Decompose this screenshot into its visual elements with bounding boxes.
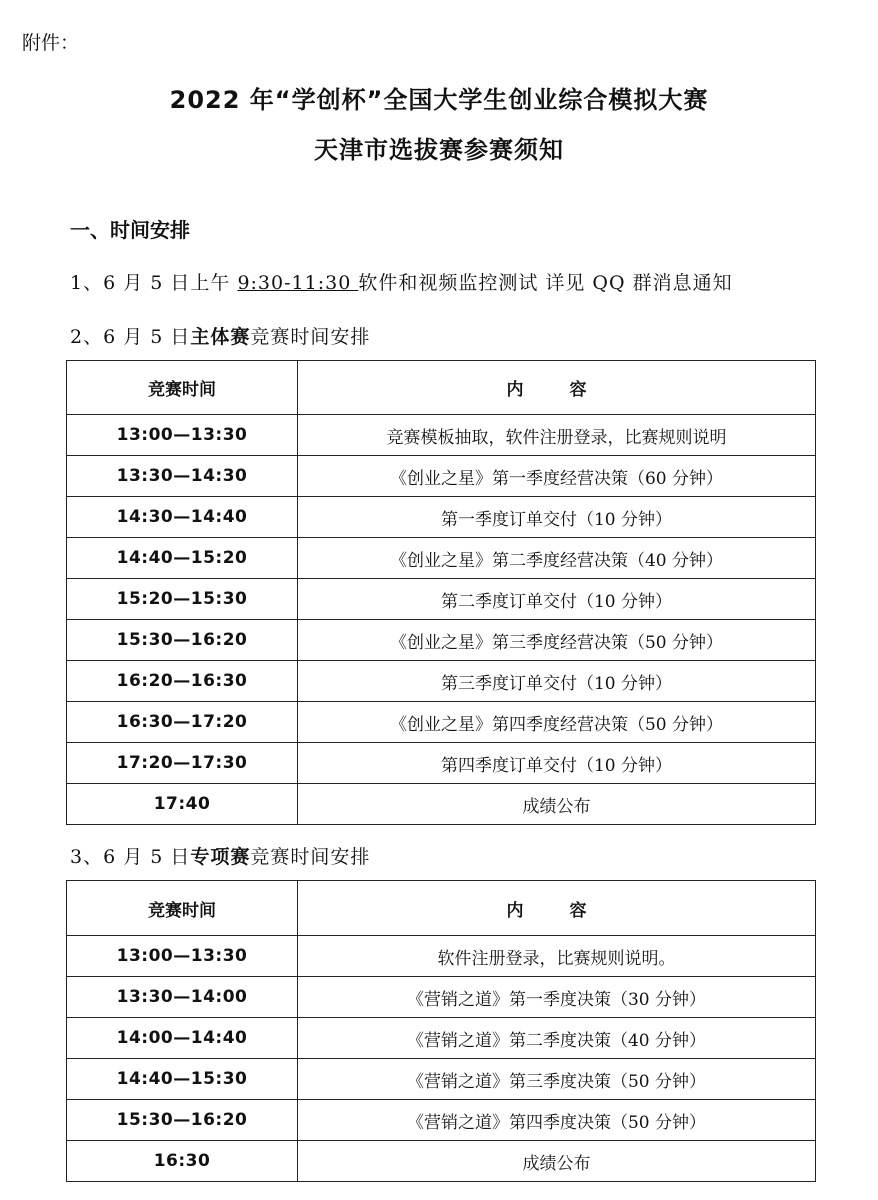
item-main-contest-suffix: 竞赛时间安排 xyxy=(250,326,371,348)
table-row xyxy=(67,579,816,620)
table-row xyxy=(67,1141,816,1182)
section-heading-schedule: 一、时间安排 xyxy=(70,218,190,242)
main-contest-schedule-table xyxy=(66,360,816,825)
table-row xyxy=(67,415,816,456)
table-row xyxy=(67,456,816,497)
time-cell: 14:00—14:40 xyxy=(67,1018,298,1059)
time-cell: 14:40—15:20 xyxy=(67,538,298,579)
content-cell: 《营销之道》第四季度决策（50 分钟） xyxy=(298,1100,816,1141)
item-software-test-prefix: 1、6 月 5 日上午 xyxy=(70,272,238,294)
time-cell: 15:20—15:30 xyxy=(67,579,298,620)
content-cell: 第一季度订单交付（10 分钟） xyxy=(298,497,816,538)
time-cell: 16:20—16:30 xyxy=(67,661,298,702)
item-special-contest-bold: 专项赛 xyxy=(190,846,251,868)
document-title-line2: 天津市选拔赛参赛须知 xyxy=(314,136,564,164)
document-title-line1: 2022 年“学创杯”全国大学生创业综合模拟大赛 xyxy=(169,86,709,114)
table-row xyxy=(67,784,816,825)
table-row xyxy=(67,1018,816,1059)
content-cell: 《创业之星》第四季度经营决策（50 分钟） xyxy=(298,702,816,743)
table-header-row xyxy=(67,881,816,936)
content-cell: 《创业之星》第一季度经营决策（60 分钟） xyxy=(298,456,816,497)
table-row xyxy=(67,977,816,1018)
table-row xyxy=(67,743,816,784)
item-main-contest-heading xyxy=(70,322,370,349)
time-cell: 16:30 xyxy=(67,1141,298,1182)
table-row xyxy=(67,620,816,661)
time-cell: 17:40 xyxy=(67,784,298,825)
content-cell: 成绩公布 xyxy=(298,784,816,825)
content-cell: 《营销之道》第三季度决策（50 分钟） xyxy=(298,1059,816,1100)
column-header-time: 竞赛时间 xyxy=(67,361,298,415)
table-row xyxy=(67,702,816,743)
time-cell: 15:30—16:20 xyxy=(67,1100,298,1141)
time-cell: 15:30—16:20 xyxy=(67,620,298,661)
content-cell: 《营销之道》第一季度决策（30 分钟） xyxy=(298,977,816,1018)
content-cell: 第二季度订单交付（10 分钟） xyxy=(298,579,816,620)
table-header-row xyxy=(67,361,816,415)
time-cell: 17:20—17:30 xyxy=(67,743,298,784)
item-software-test-time: 9:30-11:30 xyxy=(237,272,359,294)
content-cell: 《创业之星》第二季度经营决策（40 分钟） xyxy=(298,538,816,579)
item-special-contest-prefix: 3、6 月 5 日 xyxy=(70,846,191,868)
table-row xyxy=(67,497,816,538)
time-cell: 13:00—13:30 xyxy=(67,415,298,456)
table-row xyxy=(67,661,816,702)
column-header-content: 内 容 xyxy=(298,361,816,415)
content-cell: 第四季度订单交付（10 分钟） xyxy=(298,743,816,784)
time-cell: 16:30—17:20 xyxy=(67,702,298,743)
item-special-contest-heading xyxy=(70,842,370,869)
time-cell: 13:00—13:30 xyxy=(67,936,298,977)
table-row xyxy=(67,936,816,977)
content-cell: 成绩公布 xyxy=(298,1141,816,1182)
column-header-time: 竞赛时间 xyxy=(67,881,298,936)
content-cell: 《营销之道》第二季度决策（40 分钟） xyxy=(298,1018,816,1059)
time-cell: 14:40—15:30 xyxy=(67,1059,298,1100)
item-software-test-suffix: 软件和视频监控测试 详见 QQ 群消息通知 xyxy=(358,272,733,294)
table-row xyxy=(67,1100,816,1141)
table-row xyxy=(67,538,816,579)
item-main-contest-prefix: 2、6 月 5 日 xyxy=(70,326,191,348)
time-cell: 14:30—14:40 xyxy=(67,497,298,538)
item-software-test xyxy=(70,268,733,295)
item-special-contest-suffix: 竞赛时间安排 xyxy=(250,846,371,868)
content-cell: 第三季度订单交付（10 分钟） xyxy=(298,661,816,702)
content-cell: 竞赛模板抽取，软件注册登录，比赛规则说明 xyxy=(298,415,816,456)
time-cell: 13:30—14:30 xyxy=(67,456,298,497)
item-main-contest-bold: 主体赛 xyxy=(190,326,251,348)
time-cell: 13:30—14:00 xyxy=(67,977,298,1018)
column-header-content: 内 容 xyxy=(298,881,816,936)
attachment-label: 附件： xyxy=(22,32,80,54)
content-cell: 软件注册登录，比赛规则说明。 xyxy=(298,936,816,977)
special-contest-schedule-table xyxy=(66,880,816,1182)
content-cell: 《创业之星》第三季度经营决策（50 分钟） xyxy=(298,620,816,661)
table-row xyxy=(67,1059,816,1100)
